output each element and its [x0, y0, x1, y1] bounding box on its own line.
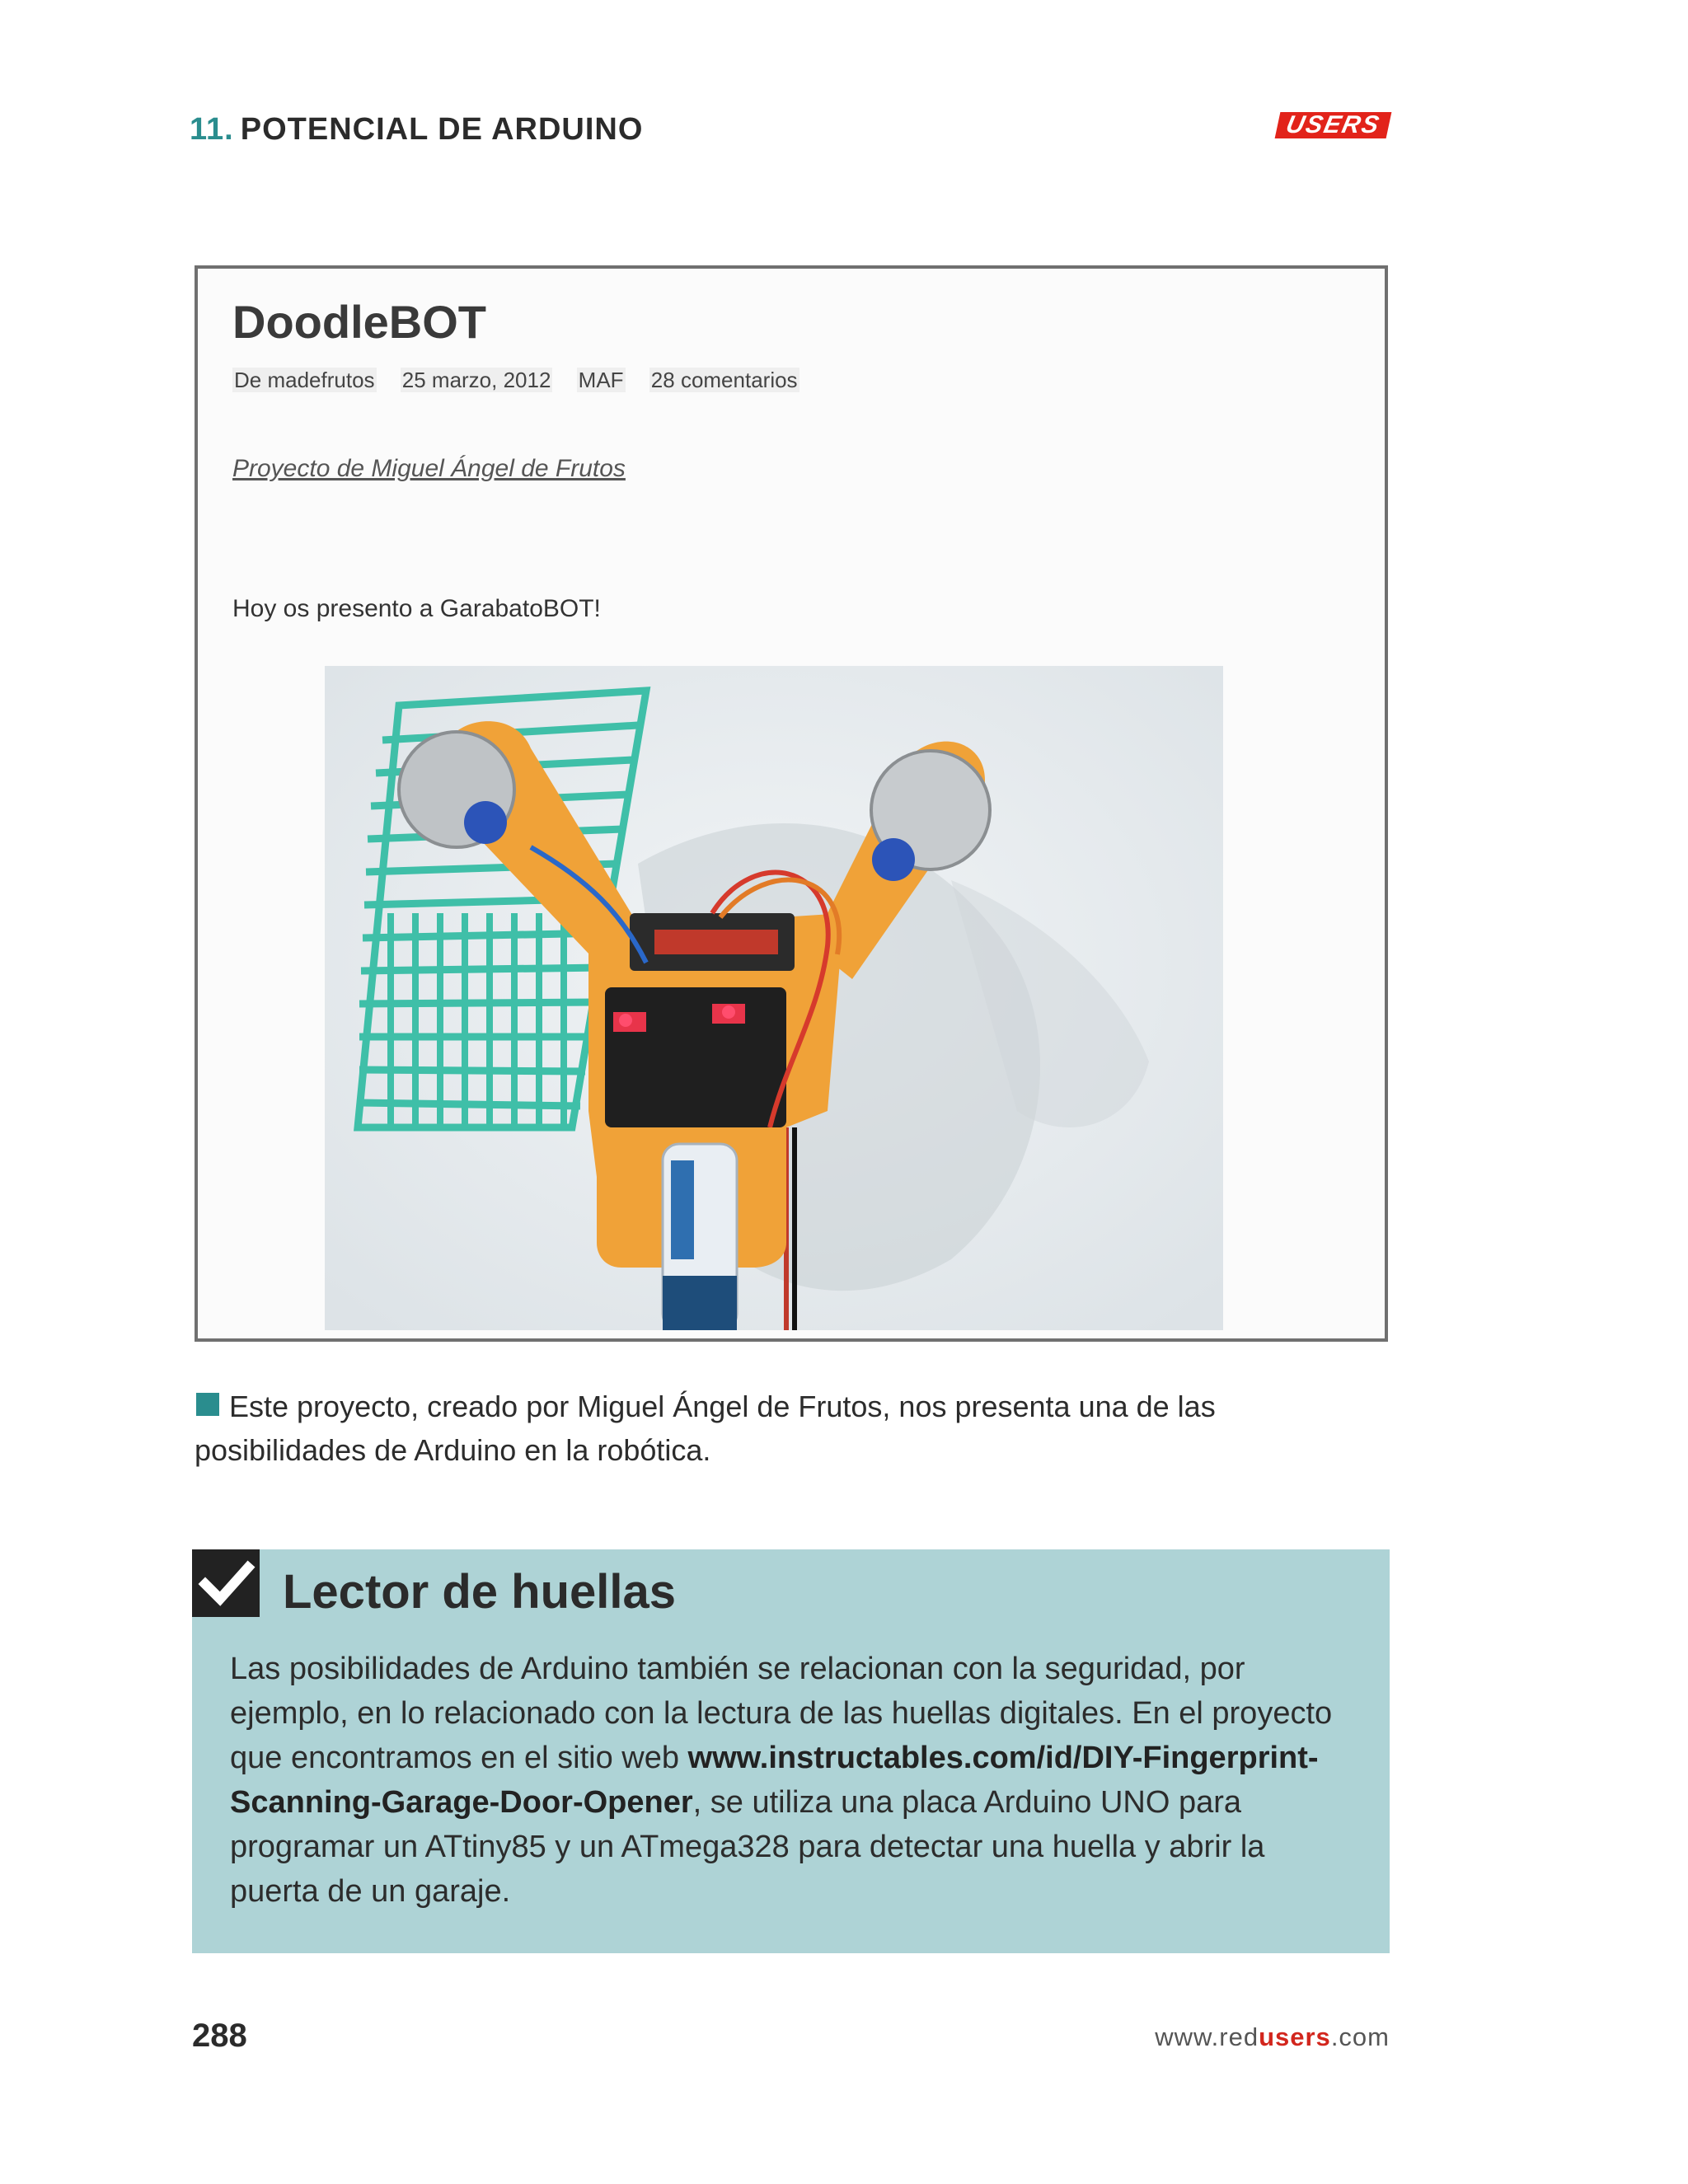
info-box	[192, 1549, 1390, 1953]
info-box-text-after: , se utiliza una placa Arduino UNO para programar un ATtiny85 y un ATmega328 para detectar una huella y abrir la puerta de un garaje.	[230, 1785, 1265, 1909]
footer-url[interactable]	[1129, 2022, 1390, 2052]
project-author-link[interactable]: Proyecto de Miguel Ángel de Frutos	[232, 455, 626, 482]
blog-screenshot	[195, 265, 1388, 1342]
footer-url-suffix: .com	[1330, 2022, 1390, 2051]
info-box-text	[230, 1647, 1359, 1914]
footer-url-prefix: www.red	[1155, 2022, 1259, 2051]
post-meta	[232, 368, 818, 393]
info-box-title: Lector de huellas	[283, 1565, 677, 1619]
figure-caption: Este proyecto, creado por Miguel Ángel de Frutos, nos presenta una de las posibilidades de Arduino en la robótica.	[195, 1390, 1216, 1467]
robot-photo-illustration	[325, 666, 1223, 1330]
post-comments: 28 comentarios	[650, 368, 798, 392]
post-intro: Hoy os presento a GarabatoBOT!	[232, 595, 601, 622]
instructables-link[interactable]: www.instructables.com/id/DIY-Fingerprint-Scanning-Garage-Door-Opener	[230, 1741, 1319, 1820]
post-date: 25 marzo, 2012	[401, 368, 551, 392]
running-header	[190, 112, 643, 148]
chapter-title: POTENCIAL DE ARDUINO	[240, 112, 644, 147]
checkmark-icon	[192, 1549, 260, 1617]
chapter-number: 11.	[190, 112, 234, 147]
users-logo: USERS	[1275, 112, 1392, 138]
post-title: DoodleBOT	[232, 296, 486, 348]
info-box-text-before: Las posibilidades de Arduino también se relacionan con la seguridad, por ejemplo, en lo relacionado con la lectura de las huellas digitales. En el proyecto que encontramos en el sitio web	[230, 1652, 1333, 1775]
robot-photo	[325, 666, 1223, 1330]
footer-url-brand: users	[1259, 2022, 1331, 2051]
post-author: De madefrutos	[234, 368, 375, 392]
post-category: MAF	[578, 368, 624, 392]
page-number: 288	[192, 2018, 247, 2054]
